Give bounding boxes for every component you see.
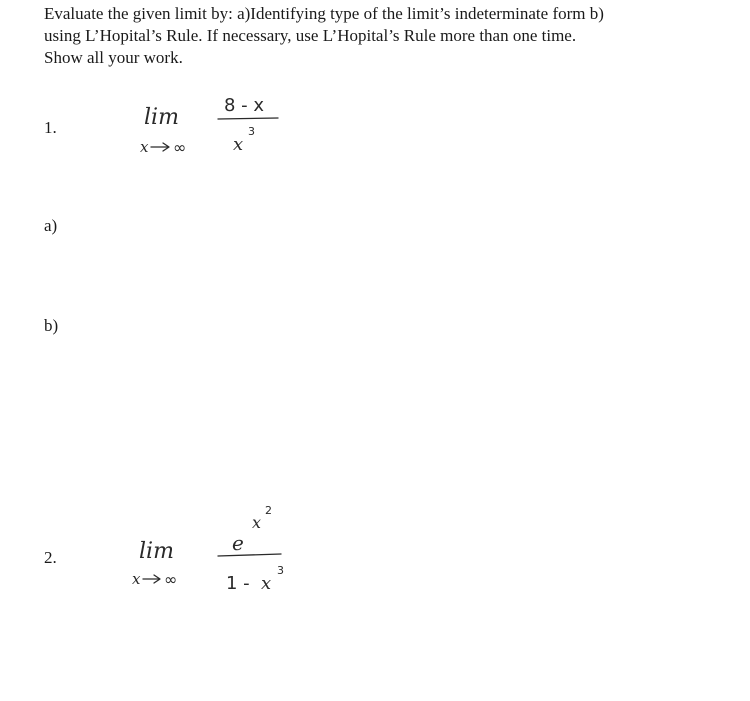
problem-2-variable: x [132, 570, 141, 588]
problem-2-numerator-base: e [232, 531, 244, 555]
problem-2-arrow-icon [143, 575, 160, 583]
problem-1-fraction-bar [218, 118, 278, 119]
problem-1-denominator-exponent: 3 [248, 125, 255, 138]
problem-2-number: 2. [44, 548, 57, 567]
problem-2-approaches: ∞ [164, 570, 178, 589]
problem-1-part-b-label: b) [44, 316, 59, 335]
problem-2-limit-expression [126, 496, 306, 606]
problem-2-lim-word: lim [139, 539, 174, 564]
instructions [44, 3, 724, 69]
problem-2-exponent-base: x [252, 513, 262, 532]
problem-1-arrow-icon [151, 143, 169, 151]
problem-1-limit-expression [130, 86, 300, 166]
problem-1-number: 1. [44, 118, 57, 137]
problem-1-variable: x [140, 138, 149, 156]
instruction-line-3: Show all your work. [44, 48, 183, 67]
problem-2-denominator-base: x [261, 573, 272, 594]
problem-2-fraction-bar [218, 554, 281, 556]
problem-2-exponent-power: 2 [265, 504, 272, 517]
problem-2-denominator-exponent: 3 [277, 564, 284, 577]
problem-1-lim-word: lim [144, 105, 179, 130]
problem-1-denominator-base: x [233, 134, 244, 155]
instruction-line-2: using L’Hopital’s Rule. If necessary, use L’Hopital’s Rule more than one time. [44, 26, 577, 45]
problem-1-part-a-label: a) [44, 216, 58, 235]
problem-1-approaches: ∞ [173, 138, 187, 157]
problem-1-numerator: 8 - x [224, 95, 265, 116]
instruction-line-1: Evaluate the given limit by: a)Identifying type of the limit’s indeterminate form b) [44, 4, 604, 23]
problem-2-denominator-prefix: 1 - [226, 573, 250, 594]
